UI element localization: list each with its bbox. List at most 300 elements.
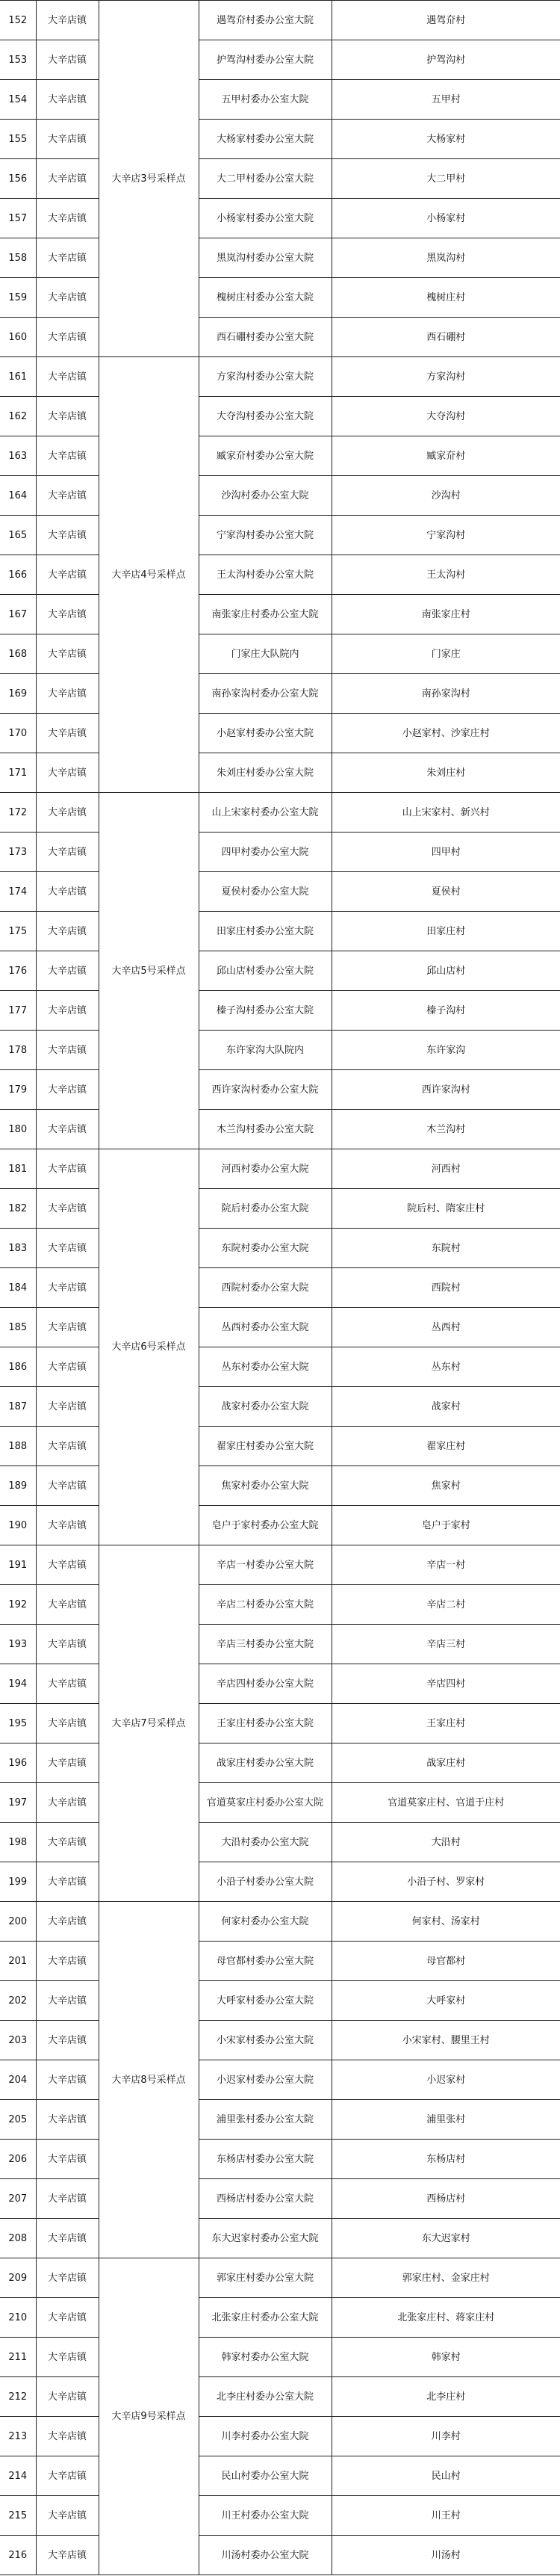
table-row [0,872,560,912]
sampling-site: 辛店一村委办公室大院 [199,1545,332,1585]
covered-area: 川汤村 [332,2536,560,2575]
sampling-site: 臧家夼村委办公室大院 [199,436,332,476]
covered-area: 榛子沟村 [332,991,560,1031]
table-row [0,1268,560,1308]
town-name: 大辛店镇 [36,555,99,595]
row-number: 184 [0,1268,36,1308]
row-number: 207 [0,2179,36,2219]
covered-area: 战家庄村 [332,1743,560,1783]
town-name: 大辛店镇 [36,199,99,238]
row-number: 190 [0,1506,36,1545]
town-name: 大辛店镇 [36,436,99,476]
covered-area: 小赵家村、沙家庄村 [332,714,560,753]
row-number: 183 [0,1229,36,1268]
table-row [0,1110,560,1149]
row-number: 171 [0,753,36,793]
sampling-site: 川李村委办公室大院 [199,2417,332,2456]
row-number: 162 [0,397,36,436]
row-number: 182 [0,1189,36,1229]
covered-area: 五甲村 [332,80,560,120]
covered-area: 北李庄村 [332,2377,560,2417]
sampling-site: 官道莫家庄村委办公室大院 [199,1783,332,1823]
town-name: 大辛店镇 [36,2021,99,2060]
town-name: 大辛店镇 [36,872,99,912]
covered-area: 山上宋家村、新兴村 [332,793,560,833]
covered-area: 皂户于家村 [332,1506,560,1545]
table-row [0,1189,560,1229]
row-number: 167 [0,595,36,634]
row-number: 203 [0,2021,36,2060]
covered-area: 辛店四村 [332,1664,560,1704]
row-number: 202 [0,1981,36,2021]
town-name: 大辛店镇 [36,357,99,397]
table-row [0,40,560,80]
covered-area: 邱山店村 [332,951,560,991]
row-number: 186 [0,1347,36,1387]
sampling-site: 西院村委办公室大院 [199,1268,332,1308]
sampling-site: 郭家庄村委办公室大院 [199,2258,332,2298]
town-name: 大辛店镇 [36,278,99,318]
sampling-site: 东大迟家村委办公室大院 [199,2219,332,2258]
sampling-site: 邱山店村委办公室大院 [199,951,332,991]
town-name: 大辛店镇 [36,1308,99,1347]
table-row [0,1862,560,1902]
table-row [0,833,560,872]
row-number: 158 [0,238,36,278]
sampling-site: 浦里张村委办公室大院 [199,2100,332,2140]
row-number: 170 [0,714,36,753]
table-row [0,555,560,595]
row-number: 214 [0,2456,36,2496]
town-name: 大辛店镇 [36,1189,99,1229]
table-row [0,1347,560,1387]
covered-area: 辛店一村 [332,1545,560,1585]
covered-area: 辛店二村 [332,1585,560,1625]
covered-area: 郭家庄村、金家庄村 [332,2258,560,2298]
covered-area: 西许家沟村 [332,1070,560,1110]
sampling-site: 西许家沟村委办公室大院 [199,1070,332,1110]
row-number: 206 [0,2140,36,2179]
table-row [0,120,560,159]
covered-area: 川李村 [332,2417,560,2456]
table-row [0,397,560,436]
covered-area: 大二甲村 [332,159,560,199]
sampling-site: 榛子沟村委办公室大院 [199,991,332,1031]
table-row [0,2219,560,2258]
sampling-site: 丛西村委办公室大院 [199,1308,332,1347]
town-name: 大辛店镇 [36,1149,99,1189]
row-number: 174 [0,872,36,912]
covered-area: 四甲村 [332,833,560,872]
sampling-site: 辛店二村委办公室大院 [199,1585,332,1625]
table-row [0,2258,560,2298]
table-row [0,1664,560,1704]
sampling-site: 战家庄村委办公室大院 [199,1743,332,1783]
table-row [0,476,560,516]
sampling-site: 小赵家村委办公室大院 [199,714,332,753]
covered-area: 大呼家村 [332,1981,560,2021]
town-name: 大辛店镇 [36,238,99,278]
town-name: 大辛店镇 [36,80,99,120]
sampling-point-name: 大辛店9号采样点 [99,2258,199,2575]
covered-area: 北张家庄村、蒋家庄村 [332,2298,560,2338]
covered-area: 母官都村 [332,1942,560,1981]
town-name: 大辛店镇 [36,1268,99,1308]
table-row [0,2496,560,2536]
table-row [0,1308,560,1347]
table-row [0,199,560,238]
sampling-site: 山上宋家村委办公室大院 [199,793,332,833]
sampling-site: 木兰沟村委办公室大院 [199,1110,332,1149]
row-number: 181 [0,1149,36,1189]
sampling-site: 河西村委办公室大院 [199,1149,332,1189]
table-body [0,1,560,2575]
sampling-site: 辛店三村委办公室大院 [199,1625,332,1664]
covered-area: 丛西村 [332,1308,560,1347]
table-row [0,595,560,634]
covered-area: 东杨店村 [332,2140,560,2179]
town-name: 大辛店镇 [36,1427,99,1466]
sampling-site: 焦家村委办公室大院 [199,1466,332,1506]
town-name: 大辛店镇 [36,1110,99,1149]
covered-area: 小沿子村、罗家村 [332,1862,560,1902]
sampling-site: 东许家沟大队院内 [199,1031,332,1070]
covered-area: 何家村、汤家村 [332,1902,560,1942]
town-name: 大辛店镇 [36,2417,99,2456]
row-number: 159 [0,278,36,318]
sampling-site: 何家村委办公室大院 [199,1902,332,1942]
sampling-site: 大呼家村委办公室大院 [199,1981,332,2021]
town-name: 大辛店镇 [36,1387,99,1427]
row-number: 165 [0,516,36,555]
row-number: 157 [0,199,36,238]
sampling-point-name: 大辛店7号采样点 [99,1545,199,1902]
town-name: 大辛店镇 [36,2179,99,2219]
covered-area: 辛店三村 [332,1625,560,1664]
covered-area: 槐树庄村 [332,278,560,318]
town-name: 大辛店镇 [36,1585,99,1625]
sampling-site: 门家庄大队院内 [199,634,332,674]
table-row [0,674,560,714]
covered-area: 朱刘庄村 [332,753,560,793]
row-number: 154 [0,80,36,120]
covered-area: 田家庄村 [332,912,560,951]
table-row [0,1,560,40]
town-name: 大辛店镇 [36,1466,99,1506]
table-row [0,1070,560,1110]
covered-area: 河西村 [332,1149,560,1189]
town-name: 大辛店镇 [36,1862,99,1902]
town-name: 大辛店镇 [36,476,99,516]
covered-area: 大杨家村 [332,120,560,159]
covered-area: 浦里张村 [332,2100,560,2140]
sampling-site: 母官都村委办公室大院 [199,1942,332,1981]
table-row [0,1466,560,1506]
sampling-point-name: 大辛店3号采样点 [99,1,199,357]
row-number: 215 [0,2496,36,2536]
covered-area: 王太沟村 [332,555,560,595]
sampling-site: 南张家庄村委办公室大院 [199,595,332,634]
row-number: 180 [0,1110,36,1149]
row-number: 156 [0,159,36,199]
table-row [0,951,560,991]
sampling-site: 槐树庄村委办公室大院 [199,278,332,318]
sampling-site: 川王村委办公室大院 [199,2496,332,2536]
covered-area: 南张家庄村 [332,595,560,634]
covered-area: 臧家夼村 [332,436,560,476]
table-row [0,1783,560,1823]
row-number: 188 [0,1427,36,1466]
row-number: 177 [0,991,36,1031]
table-row [0,2021,560,2060]
table-row [0,991,560,1031]
table-row [0,436,560,476]
table-row [0,80,560,120]
sampling-site: 王太沟村委办公室大院 [199,555,332,595]
covered-area: 王家庄村 [332,1704,560,1743]
covered-area: 小宋家村、腰里王村 [332,2021,560,2060]
table-row [0,238,560,278]
town-name: 大辛店镇 [36,1902,99,1942]
sampling-site: 大杨家村委办公室大院 [199,120,332,159]
table-row [0,1743,560,1783]
table-row [0,1387,560,1427]
town-name: 大辛店镇 [36,40,99,80]
row-number: 152 [0,1,36,40]
sampling-site: 东杨店村委办公室大院 [199,2140,332,2179]
town-name: 大辛店镇 [36,1823,99,1862]
table-row [0,1625,560,1664]
town-name: 大辛店镇 [36,318,99,357]
table-row [0,714,560,753]
sampling-site: 韩家村委办公室大院 [199,2338,332,2377]
covered-area: 夏侯村 [332,872,560,912]
covered-area: 战家村 [332,1387,560,1427]
town-name: 大辛店镇 [36,2219,99,2258]
sampling-site: 辛店四村委办公室大院 [199,1664,332,1704]
sampling-site: 王家庄村委办公室大院 [199,1704,332,1743]
table-row [0,159,560,199]
row-number: 189 [0,1466,36,1506]
row-number: 185 [0,1308,36,1347]
row-number: 193 [0,1625,36,1664]
table-row [0,2060,560,2100]
covered-area: 南孙家沟村 [332,674,560,714]
covered-area: 丛东村 [332,1347,560,1387]
sampling-site: 大夺沟村委办公室大院 [199,397,332,436]
town-name: 大辛店镇 [36,2456,99,2496]
sampling-site: 四甲村委办公室大院 [199,833,332,872]
covered-area: 韩家村 [332,2338,560,2377]
covered-area: 东大迟家村 [332,2219,560,2258]
town-name: 大辛店镇 [36,674,99,714]
town-name: 大辛店镇 [36,1625,99,1664]
town-name: 大辛店镇 [36,634,99,674]
row-number: 199 [0,1862,36,1902]
sampling-point-name: 大辛店8号采样点 [99,1902,199,2258]
town-name: 大辛店镇 [36,2338,99,2377]
sampling-site: 夏侯村委办公室大院 [199,872,332,912]
town-name: 大辛店镇 [36,753,99,793]
row-number: 178 [0,1031,36,1070]
town-name: 大辛店镇 [36,2060,99,2100]
town-name: 大辛店镇 [36,120,99,159]
covered-area: 东院村 [332,1229,560,1268]
town-name: 大辛店镇 [36,912,99,951]
table-row [0,516,560,555]
table-row [0,357,560,397]
town-name: 大辛店镇 [36,1545,99,1585]
table-row [0,1942,560,1981]
row-number: 213 [0,2417,36,2456]
sampling-point-name: 大辛店5号采样点 [99,793,199,1149]
covered-area: 大夺沟村 [332,397,560,436]
table-row [0,2179,560,2219]
table-row [0,1585,560,1625]
table-row [0,1229,560,1268]
row-number: 153 [0,40,36,80]
table-row [0,318,560,357]
covered-area: 翟家庄村 [332,1427,560,1466]
covered-area: 大沿村 [332,1823,560,1862]
town-name: 大辛店镇 [36,1664,99,1704]
sampling-site: 沙沟村委办公室大院 [199,476,332,516]
sampling-site: 翟家庄村委办公室大院 [199,1427,332,1466]
covered-area: 焦家村 [332,1466,560,1506]
row-number: 161 [0,357,36,397]
covered-area: 东许家沟 [332,1031,560,1070]
row-number: 176 [0,951,36,991]
covered-area: 院后村、隋家庄村 [332,1189,560,1229]
row-number: 155 [0,120,36,159]
row-number: 179 [0,1070,36,1110]
row-number: 168 [0,634,36,674]
table-row [0,1506,560,1545]
covered-area: 门家庄 [332,634,560,674]
town-name: 大辛店镇 [36,1229,99,1268]
sampling-site: 北李庄村委办公室大院 [199,2377,332,2417]
row-number: 169 [0,674,36,714]
row-number: 209 [0,2258,36,2298]
covered-area: 小迟家村 [332,2060,560,2100]
town-name: 大辛店镇 [36,397,99,436]
town-name: 大辛店镇 [36,1981,99,2021]
table-row [0,1427,560,1466]
sampling-point-name: 大辛店4号采样点 [99,357,199,793]
table-row [0,634,560,674]
covered-area: 川王村 [332,2496,560,2536]
town-name: 大辛店镇 [36,2258,99,2298]
table-row [0,2100,560,2140]
table-row [0,2338,560,2377]
town-name: 大辛店镇 [36,714,99,753]
sampling-site: 小宋家村委办公室大院 [199,2021,332,2060]
table-row [0,793,560,833]
town-name: 大辛店镇 [36,2377,99,2417]
row-number: 194 [0,1664,36,1704]
table-row [0,1981,560,2021]
table-row [0,2417,560,2456]
sampling-site: 田家庄村委办公室大院 [199,912,332,951]
sampling-site: 朱刘庄村委办公室大院 [199,753,332,793]
table-row [0,2377,560,2417]
sampling-site: 北张家庄村委办公室大院 [199,2298,332,2338]
town-name: 大辛店镇 [36,2496,99,2536]
row-number: 200 [0,1902,36,1942]
sampling-site: 民山村委办公室大院 [199,2456,332,2496]
row-number: 208 [0,2219,36,2258]
town-name: 大辛店镇 [36,595,99,634]
row-number: 210 [0,2298,36,2338]
town-name: 大辛店镇 [36,516,99,555]
covered-area: 宁家沟村 [332,516,560,555]
row-number: 196 [0,1743,36,1783]
sampling-site: 宁家沟村委办公室大院 [199,516,332,555]
covered-area: 方家沟村 [332,357,560,397]
town-name: 大辛店镇 [36,1,99,40]
sampling-site: 护驾沟村委办公室大院 [199,40,332,80]
row-number: 164 [0,476,36,516]
sampling-site: 川汤村委办公室大院 [199,2536,332,2575]
covered-area: 西石硼村 [332,318,560,357]
town-name: 大辛店镇 [36,1704,99,1743]
table-row [0,2536,560,2575]
sampling-site: 小沿子村委办公室大院 [199,1862,332,1902]
covered-area: 遇驾夼村 [332,1,560,40]
sampling-site: 南孙家沟村委办公室大院 [199,674,332,714]
town-name: 大辛店镇 [36,1783,99,1823]
sampling-site: 黑岚沟村委办公室大院 [199,238,332,278]
row-number: 173 [0,833,36,872]
table-row [0,912,560,951]
sampling-point-name: 大辛店6号采样点 [99,1149,199,1545]
row-number: 160 [0,318,36,357]
row-number: 211 [0,2338,36,2377]
sampling-site: 皂户于家村委办公室大院 [199,1506,332,1545]
row-number: 204 [0,2060,36,2100]
sampling-site: 大沿村委办公室大院 [199,1823,332,1862]
covered-area: 护驾沟村 [332,40,560,80]
table-row [0,753,560,793]
town-name: 大辛店镇 [36,1743,99,1783]
sampling-site: 遇驾夼村委办公室大院 [199,1,332,40]
row-number: 172 [0,793,36,833]
town-name: 大辛店镇 [36,1942,99,1981]
row-number: 198 [0,1823,36,1862]
row-number: 192 [0,1585,36,1625]
table-row [0,1823,560,1862]
sampling-site: 西石硼村委办公室大院 [199,318,332,357]
town-name: 大辛店镇 [36,833,99,872]
sampling-site: 西杨店村委办公室大院 [199,2179,332,2219]
sampling-site: 五甲村委办公室大院 [199,80,332,120]
sampling-site: 东院村委办公室大院 [199,1229,332,1268]
sampling-site: 战家村委办公室大院 [199,1387,332,1427]
sampling-site: 方家沟村委办公室大院 [199,357,332,397]
town-name: 大辛店镇 [36,1070,99,1110]
table-row [0,2456,560,2496]
covered-area: 官道莫家庄村、官道于庄村 [332,1783,560,1823]
sampling-site: 院后村委办公室大院 [199,1189,332,1229]
town-name: 大辛店镇 [36,1031,99,1070]
town-name: 大辛店镇 [36,2140,99,2179]
table-row [0,2140,560,2179]
covered-area: 小杨家村 [332,199,560,238]
table-row [0,1902,560,1942]
row-number: 187 [0,1387,36,1427]
row-number: 205 [0,2100,36,2140]
table-row [0,1704,560,1743]
